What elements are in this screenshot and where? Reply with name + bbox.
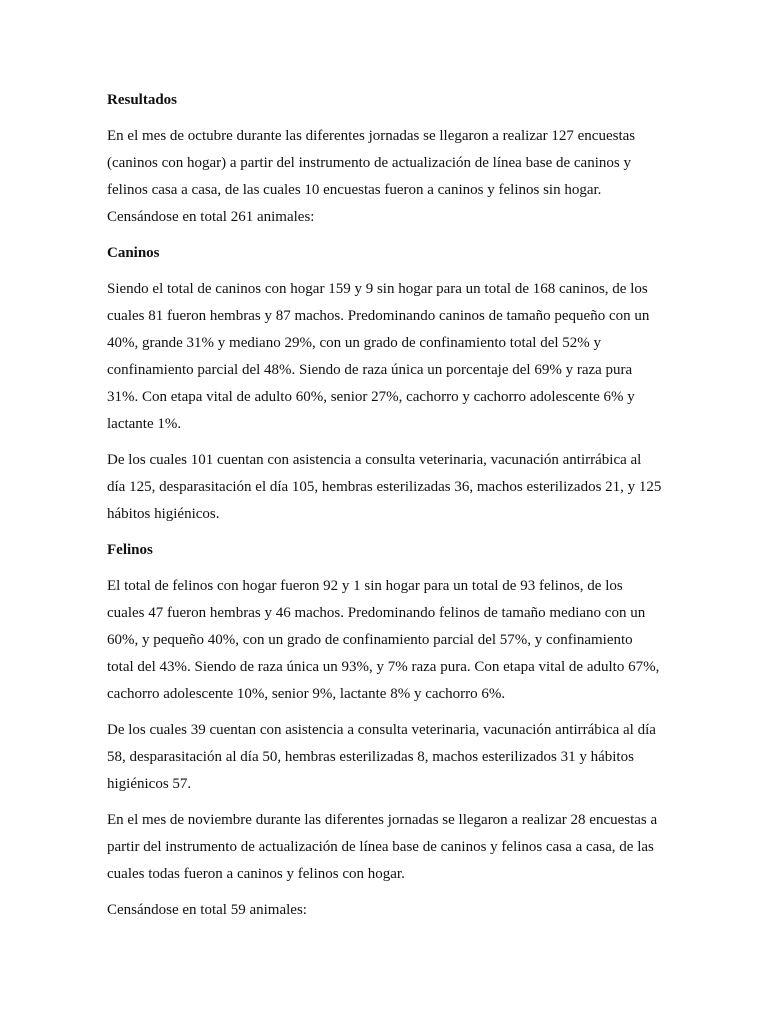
paragraph-censandose-noviembre: Censándose en total 59 animales: — [107, 902, 307, 918]
paragraph-caninos-totales: Siendo el total de caninos con hogar 159 y 9 sin hogar para un total de 168 caninos, de los cuales 81 fueron hembras y 87 machos. Predominando caninos de tamaño pequeño con un 40%, grande 31% y mediano 29%, con un grado de confinamiento total del 52% y confinamiento parcial del 48%. Siendo de raza única un porcentaje del 69% y raza pura 31%. Con etapa vital de adulto 60%, senior 27%, cachorro y cachorro adolescente 6% y lactante 1%. — [107, 281, 650, 432]
section-heading-felinos: Felinos — [107, 542, 153, 558]
paragraph-felinos-totales: El total de felinos con hogar fueron 92 y 1 sin hogar para un total de 93 felinos, de los cuales 47 fueron hembras y 46 machos. Predominando felinos de tamaño mediano con un 60%, y pequeño 40%, con un grado de confinamiento parcial del 57%, y confinamiento total del 43%. Siendo de raza única un 93%, y 7% raza pura. Con etapa vital de adulto 67%, cachorro adolescente 10%, senior 9%, lactante 8% y cachorro 6%. — [107, 578, 660, 702]
section-heading-caninos: Caninos — [107, 245, 160, 261]
section-heading-resultados: Resultados — [107, 92, 178, 108]
paragraph-felinos-salud: De los cuales 39 cuentan con asistencia a consulta veterinaria, vacunación antirrábica al día 58, desparasitación al día 50, hembras esterilizadas 8, machos esterilizados 31 y hábitos higiénicos 57. — [107, 722, 656, 792]
document-page — [107, 87, 663, 933]
paragraph-noviembre: En el mes de noviembre durante las diferentes jornadas se llegaron a realizar 28 encuestas a partir del instrumento de actualización de línea base de caninos y felinos casa a casa, de las cuales todas fueron a caninos y felinos con hogar. — [107, 812, 658, 882]
paragraph-octubre: En el mes de octubre durante las diferentes jornadas se llegaron a realizar 127 encuestas (caninos con hogar) a partir del instrumento de actualización de línea base de caninos y felinos casa a casa, de las cuales 10 encuestas fueron a caninos y felinos sin hogar. Censándose en total 261 animales: — [107, 128, 636, 225]
paragraph-caninos-salud: De los cuales 101 cuentan con asistencia a consulta veterinaria, vacunación antirrábica al día 125, desparasitación el día 105, hembras esterilizadas 36, machos esterilizados 21, y 125 hábitos higiénicos. — [107, 452, 662, 522]
